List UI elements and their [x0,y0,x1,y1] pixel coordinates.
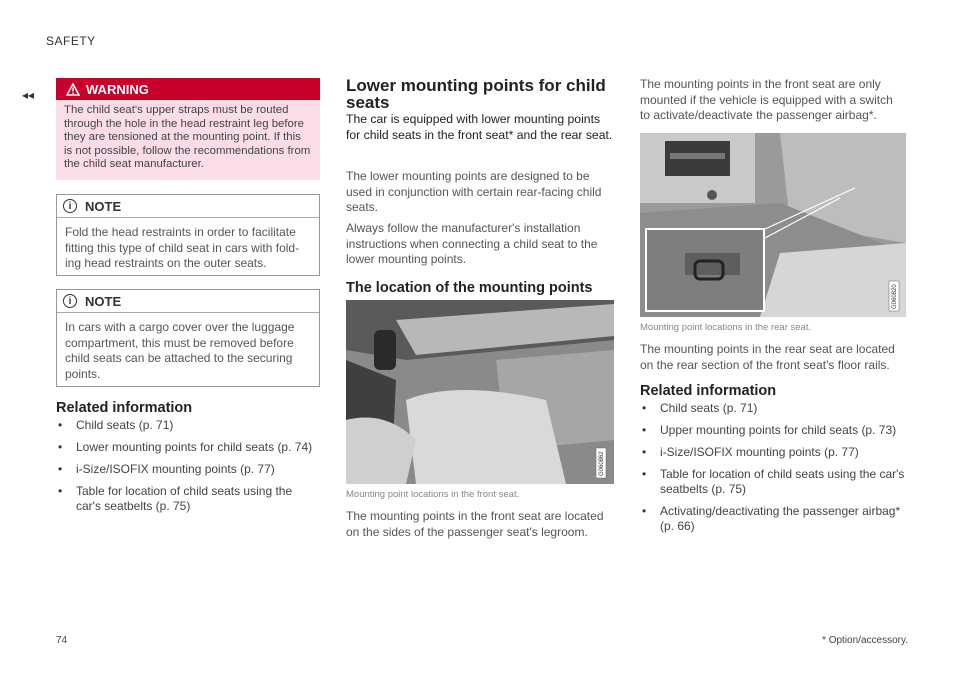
rear-seat-figure [640,133,906,317]
note-box-1 [56,194,320,276]
related-link[interactable]: • Child seats (p. 71) [56,418,318,433]
section-title: SAFETY [46,34,96,48]
lead-paragraph: The car is equipped with lower mounting points for child seats in the front seat* and the rear seat. [346,112,613,142]
rear-seat-illustration [640,133,906,317]
note-header-2 [57,290,319,313]
related-info-title: Related information [640,383,777,399]
related-link[interactable]: • Activating/deactivating the passenger airbag* (p. 66) [640,504,910,534]
footnote: * Option/accessory. [822,635,908,646]
figure-caption-1: Mounting point locations in the front seat. [346,489,520,500]
page-heading: Lower mounting points for child seats [346,76,606,112]
subheading-text: The location of the mounting points [346,280,593,296]
note-box-2 [56,289,320,387]
related-list-left [56,418,318,514]
note-title-2: NOTE [85,293,122,309]
note-title-1: NOTE [85,198,122,214]
warning-title: WARNING [86,81,149,97]
figure-caption-2: Mounting point locations in the rear seat. [640,322,812,333]
related-list-right [640,401,910,534]
warning-box [56,78,320,180]
related-link[interactable]: • i-Size/ISOFIX mounting points (p. 77) [56,462,318,477]
note-body-1: Fold the head restraints in order to facilitate fitting this type of child seat in cars with folding head restraints on the outer seats. [65,225,300,270]
related-link[interactable]: • Upper mounting points for child seats (p. 73) [640,423,910,438]
related-link[interactable]: • Child seats (p. 71) [640,401,910,416]
subheading [346,280,614,296]
front-seat-figure [346,300,614,484]
paragraph: The mounting points in the front seat are located on the sides of the passenger seat's legroom. [346,509,604,539]
info-icon: i [63,294,77,308]
related-info-left [56,400,318,521]
paragraph: The mounting points in the rear seat are located on the rear section of the front seat's floor rails. [640,342,895,372]
figure-code-1: G060862 [599,451,605,476]
back-chevron-icon[interactable]: ◂◂ [22,88,35,102]
related-info-title: Related information [56,400,193,416]
related-link[interactable]: • Table for location of child seats using the car's seatbelts (p. 75) [56,484,318,514]
related-link[interactable]: • Lower mounting points for child seats (p. 74) [56,440,318,455]
paragraph: The lower mounting points are designed to be used in conjunction with certain rear-facing child seats. [346,169,602,214]
figure-code-2: G060820 [892,284,898,309]
front-seat-illustration [346,300,614,484]
main-title [346,77,614,111]
related-info-right [640,383,910,541]
info-icon: i [63,199,77,213]
warning-triangle-icon [66,83,80,96]
paragraph: The mounting points in the front seat are only mounted if the vehicle is equipped with a switch to activate/deactivate the passenger airbag*. [640,77,893,122]
warning-header [56,78,320,100]
warning-body: The child seat's upper straps must be routed through the hole in the head restraint leg before they are tensioned at the mounting point. If this is not possible, follow the recommendations from the child seat manufacturer. [64,104,311,170]
note-body-2: In cars with a cargo cover over the luggage compartment, this must be removed before child seats can be attached to the securing points. [65,320,295,381]
related-link[interactable]: • Table for location of child seats using the car's seatbelts (p. 75) [640,467,910,497]
paragraph: Always follow the manufacturer's installation instructions when connecting a child seat to the lower mounting points. [346,221,598,266]
related-link[interactable]: • i-Size/ISOFIX mounting points (p. 77) [640,445,910,460]
note-header-1 [57,195,319,218]
page-number: 74 [56,635,68,646]
